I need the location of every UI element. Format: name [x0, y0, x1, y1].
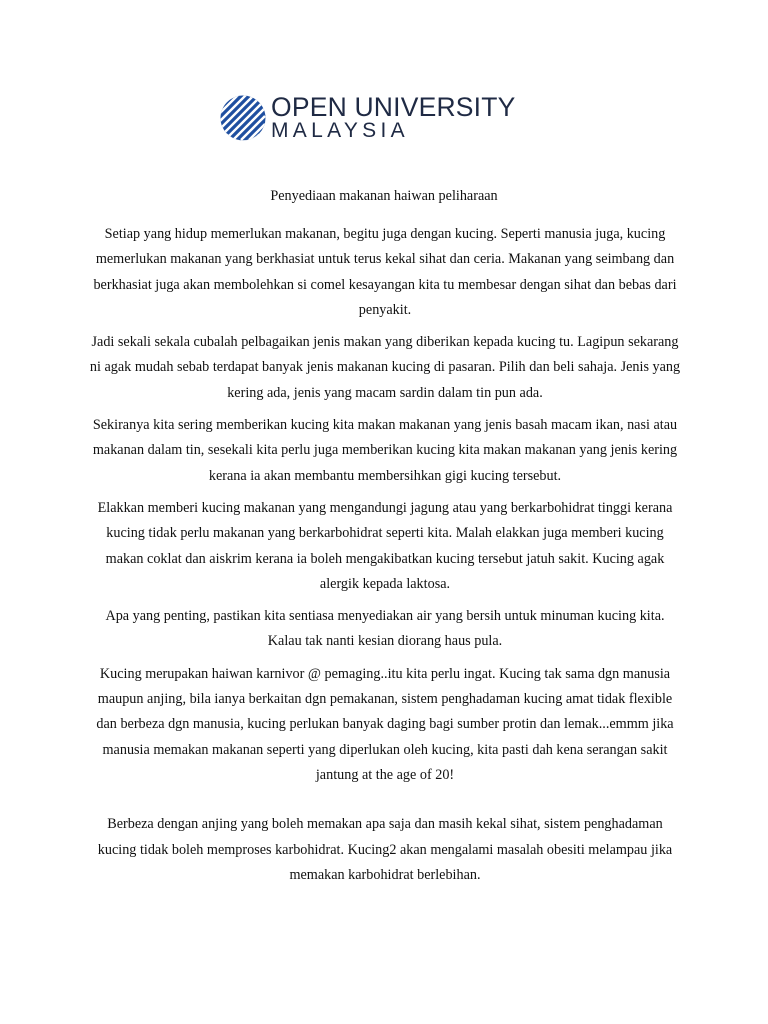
logo-line-malaysia: MALAYSIA [271, 119, 409, 142]
paragraph-5: Apa yang penting, pastikan kita sentiasa menyediakan air yang bersih untuk minuman kucing kita. Kalau tak nanti kesian diorang haus pula. [105, 608, 665, 650]
paragraph-3: Sekiranya kita sering memberikan kucing kita makan makanan yang jenis basah macam ikan, nasi atau makanan dalam tin, sesekali kita perlu juga memberikan kucing kita makan makanan yang jenis kering kerana ia akan membantu membersihkan gigi kucing tersebut. [92, 417, 678, 484]
paragraph-6: Kucing merupakan haiwan karnivor @ pemaging..itu kita perlu ingat. Kucing tak sama dgn manusia maupun anjing, bila ianya berkaitan dgn pemakanan, sistem penghadaman kucing amat tidak flexible dan berbeza dgn manusia, kucing perlukan banyak daging bagi sumber protin dan lemak...emmm jika manusia memakan makanan seperti yang diperlukan oleh kucing, kita pasti dah kena serangan sakit jantung at the age of 20! [96, 665, 674, 783]
paragraph-4: Elakkan memberi kucing makanan yang mengandungi jagung atau yang berkarbohidrat tinggi kerana kucing tidak perlu makanan yang berkarbohidrat seperti kita. Malah elakkan juga memberi kucing makan coklat dan aiskrim kerana ia boleh mengakibatkan kucing tersebut jatuh sakit. Kucing agak alergik kepada laktosa. [97, 499, 673, 592]
paragraph-1: Setiap yang hidup memerlukan makanan, begitu juga dengan kucing. Seperti manusia juga, kucing memerlukan makanan yang berkhasiat untuk terus kekal sihat dan ceria. Makanan yang seimbang dan berkhasiat juga akan membolehkan si comel kesayangan kita tu membesar dengan sihat dan bebas dari penyakit. [93, 226, 677, 318]
oum-globe-icon [219, 94, 267, 142]
document-body [88, 222, 682, 895]
open-university-malaysia-logo [219, 90, 519, 146]
logo-wordmark [271, 94, 516, 142]
paragraph-2: Jadi sekali sekala cubalah pelbagaikan jenis makan yang diberikan kepada kucing tu. Lagipun sekarang ni agak mudah sebab terdapat banyak jenis makanan kucing di pasaran. Pilih dan beli sahaja. Jenis yang kering ada, jenis yang macam sardin dalam tin pun ada. [89, 334, 681, 401]
document-title: Penyediaan makanan haiwan peliharaan [270, 188, 498, 204]
paragraph-7: Berbeza dengan anjing yang boleh memakan apa saja dan masih kekal sihat, sistem penghadaman kucing tidak boleh memproses karbohidrat. Kucing2 akan mengalami masalah obesiti melampau jika memakan karbohidrat berlebihan. [97, 816, 673, 883]
logo-line-open-university: OPEN UNIVERSITY [271, 92, 516, 122]
